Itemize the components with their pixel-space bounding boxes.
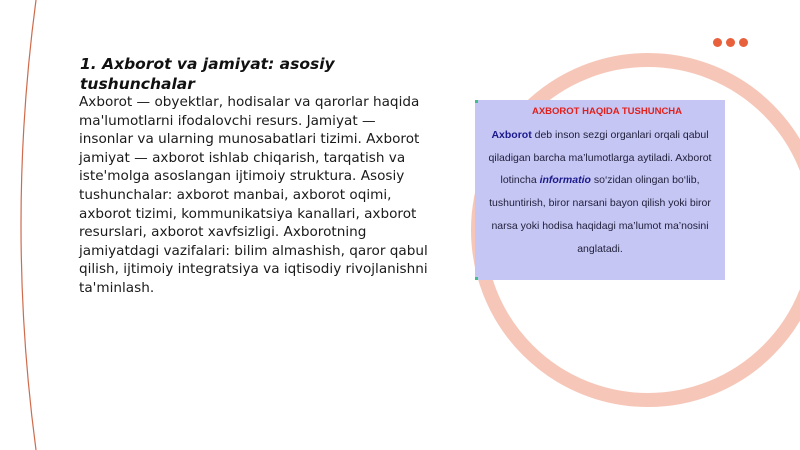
- info-box-corner-mark: [475, 100, 478, 103]
- dot-1: [713, 38, 722, 47]
- info-box-text: [485, 124, 715, 260]
- dot-3: [739, 38, 748, 47]
- info-box-keyword-informatio: informatio: [539, 174, 591, 187]
- info-box-text-part-1: deb inson sezgi organlari orqali qabul qiladigan barcha ma’lumotlarga aytiladi. Axborot lotincha: [488, 129, 712, 187]
- info-box: [475, 100, 725, 280]
- ellipsis-dots-icon: [713, 38, 748, 47]
- info-box-title: AXBOROT HAQIDA TUSHUNCHA: [531, 106, 683, 117]
- info-box-text-part-2: so‘zidan olingan bo‘lib, tushuntirish, biror narsani bayon qilish yoki biror narsa yoki hodisa haqidagi ma’lumot ma’nosini anglatadi.: [489, 174, 711, 255]
- slide-title: 1. Axborot va jamiyat: asosiy tushunchalar: [80, 55, 335, 93]
- info-box-corner-mark: [475, 277, 478, 280]
- info-box-keyword-axborot: Axborot: [491, 129, 532, 141]
- dot-2: [726, 38, 735, 47]
- slide-body-text: Axborot — obyektlar, hodisalar va qarorlar haqida ma'lumotlarni ifodalovchi resurs. Jamiyat — insonlar va ularning munosabatlari tizimi. Axborot jamiyat — axborot ishlab chiqarish, tarqatish va iste'molga asoslangan ijtimoiy struktura. Asosiy tushunchalar: axborot manbai, axborot oqimi, axborot tizimi, kommunikatsiya kanallari, axborot resurslari, axborot xavfsizligi. Axborotning jamiyatdagi vazifalari: bilim almashish, qaror qabul qilish, ijtimoiy integratsiya va iqtisodiy rivojlanishni ta'minlash.: [79, 94, 428, 296]
- decorative-left-arc: [21, 0, 36, 450]
